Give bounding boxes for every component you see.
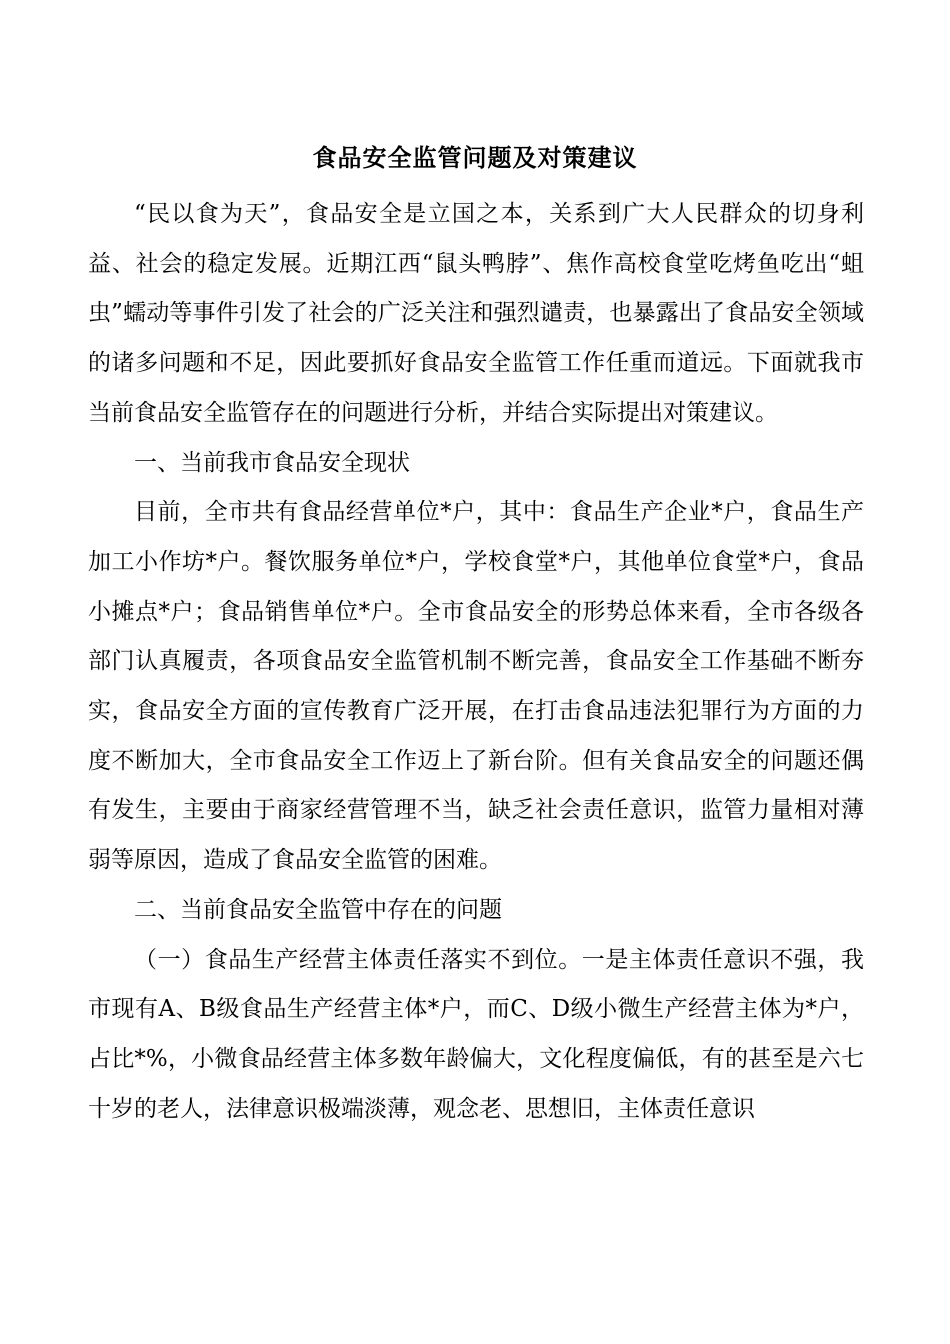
section-heading-1: 一、当前我市食品安全现状 xyxy=(134,449,410,476)
document-body xyxy=(88,190,864,1134)
problem-paragraph: （一）食品生产经营主体责任落实不到位。一是主体责任意识不强，我市现有A、B级食品生产经营主体*户，而C、D级小微生产经营主体为*户，占比*%，小微食品经营主体多数年龄偏大，文化程度偏低，有的甚至是六七十岁的老人，法律意识极端淡薄，观念老、思想旧，主体责任意识 xyxy=(88,946,864,1122)
document-title: 食品安全监管问题及对策建议 xyxy=(312,143,638,172)
status-paragraph: 目前，全市共有食品经营单位*户，其中：食品生产企业*户，食品生产加工小作坊*户。餐饮服务单位*户，学校食堂*户，其他单位食堂*户，食品小摊点*户；食品销售单位*户。全市食品安全的形势总体来看，全市各级各部门认真履责，各项食品安全监管机制不断完善，食品安全工作基础不断夯实，食品安全方面的宣传教育广泛开展，在打击食品违法犯罪行为方面的力度不断加大，全市食品安全工作迈上了新台阶。但有关食品安全的问题还偶有发生，主要由于商家经营管理不当，缺乏社会责任意识，监管力量相对薄弱等原因，造成了食品安全监管的困难。 xyxy=(88,499,864,874)
intro-paragraph: “民以食为天”，食品安全是立国之本，关系到广大人民群众的切身利益、社会的稳定发展。近期江西“鼠头鸭脖”、焦作高校食堂吃烤鱼吃出“蛆虫”蠕动等事件引发了社会的广泛关注和强烈谴责，也暴露出了食品安全领域的诸多问题和不足，因此要抓好食品安全监管工作任重而道远。下面就我市当前食品安全监管存在的问题进行分析，并结合实际提出对策建议。 xyxy=(88,201,864,426)
section-heading-2: 二、当前食品安全监管中存在的问题 xyxy=(134,896,502,923)
